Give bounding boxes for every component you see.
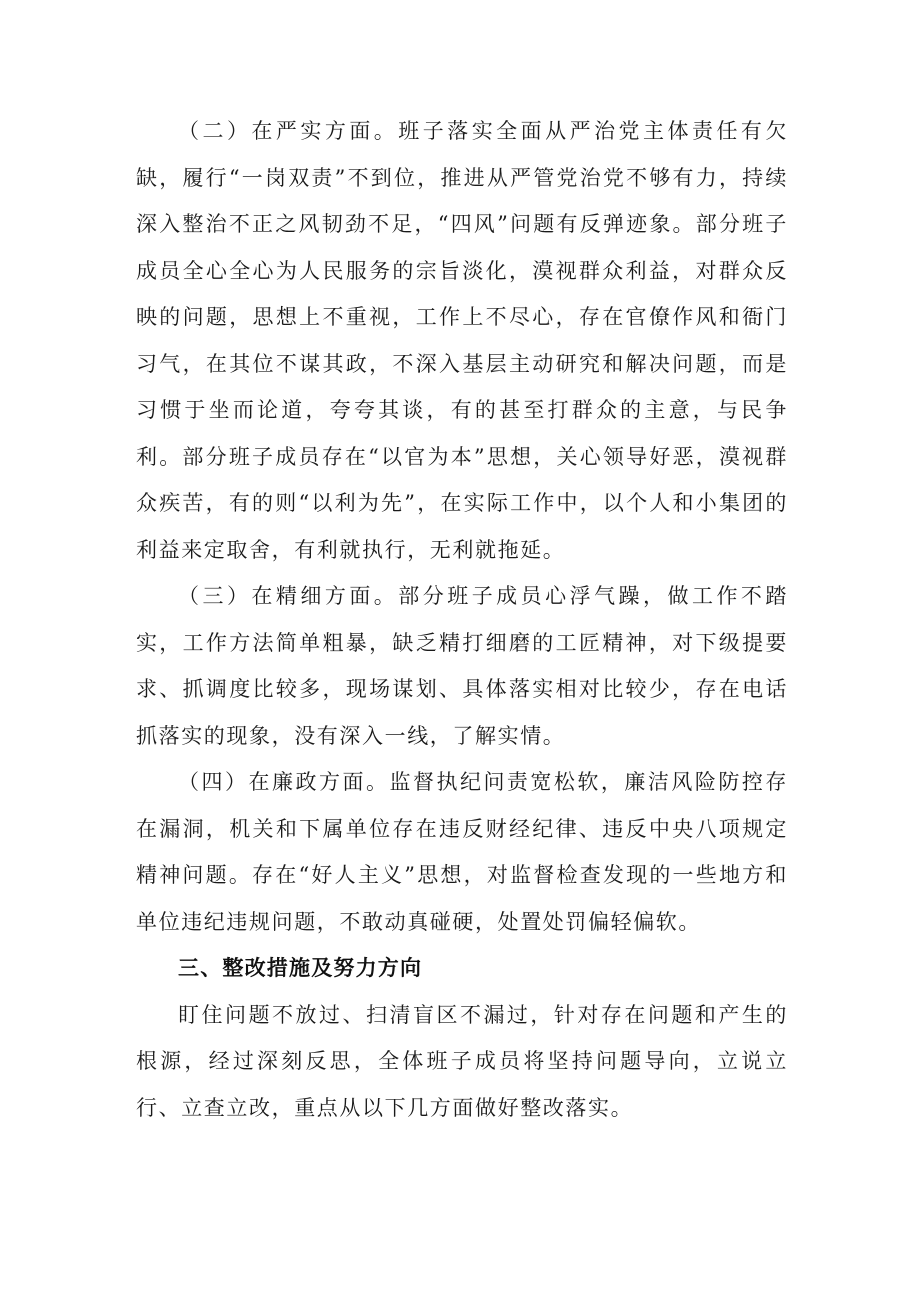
paragraph-rectification-intro: 盯住问题不放过、扫清盲区不漏过，针对存在问题和产生的根源，经过深刻反思，全体班子成员将坚持问题导向，立说立行、立查立改，重点从以下几方面做好整改落实。 <box>136 1002 788 1120</box>
paragraph-strictness: （二）在严实方面。班子落实全面从严治党主体责任有欠缺，履行“一岗双责”不到位，推进从严管党治党不够有力，持续深入整治不正之风韧劲不足，“四风”问题有反弹迹象。部分班子成员全心全心为人民服务的宗旨淡化，漠视群众利益，对群众反映的问题，思想上不重视，工作上不尽心，存在官僚作风和衙门习气，在其位不谋其政，不深入基层主动研究和解决问题，而是习惯于坐而论道，夸夸其谈，有的甚至打群众的主意，与民争利。部分班子成员存在“以官为本”思想，关心领导好恶，漠视群众疾苦，有的则“以利为先”，在实际工作中，以个人和小集团的利益来定取舍，有利就执行，无利就拖延。 <box>136 119 788 562</box>
paragraph-precision: （三）在精细方面。部分班子成员心浮气躁，做工作不踏实，工作方法简单粗暴，缺乏精打细磨的工匠精神，对下级提要求、抓调度比较多，现场谋划、具体落实相对比较少，存在电话抓落实的现象，没有深入一线，了解实情。 <box>136 584 788 748</box>
section-heading: 三、整改措施及努力方向 <box>178 956 423 980</box>
paragraph-integrity: （四）在廉政方面。监督执纪问责宽松软，廉洁风险防控存在漏洞，机关和下属单位存在违反财经纪律、违反中央八项规定精神问题。存在“好人主义”思想，对监督检查发现的一些地方和单位违纪违规问题，不敢动真碰硬，处置处罚偏轻偏软。 <box>136 770 788 934</box>
document-body <box>136 108 788 1131</box>
